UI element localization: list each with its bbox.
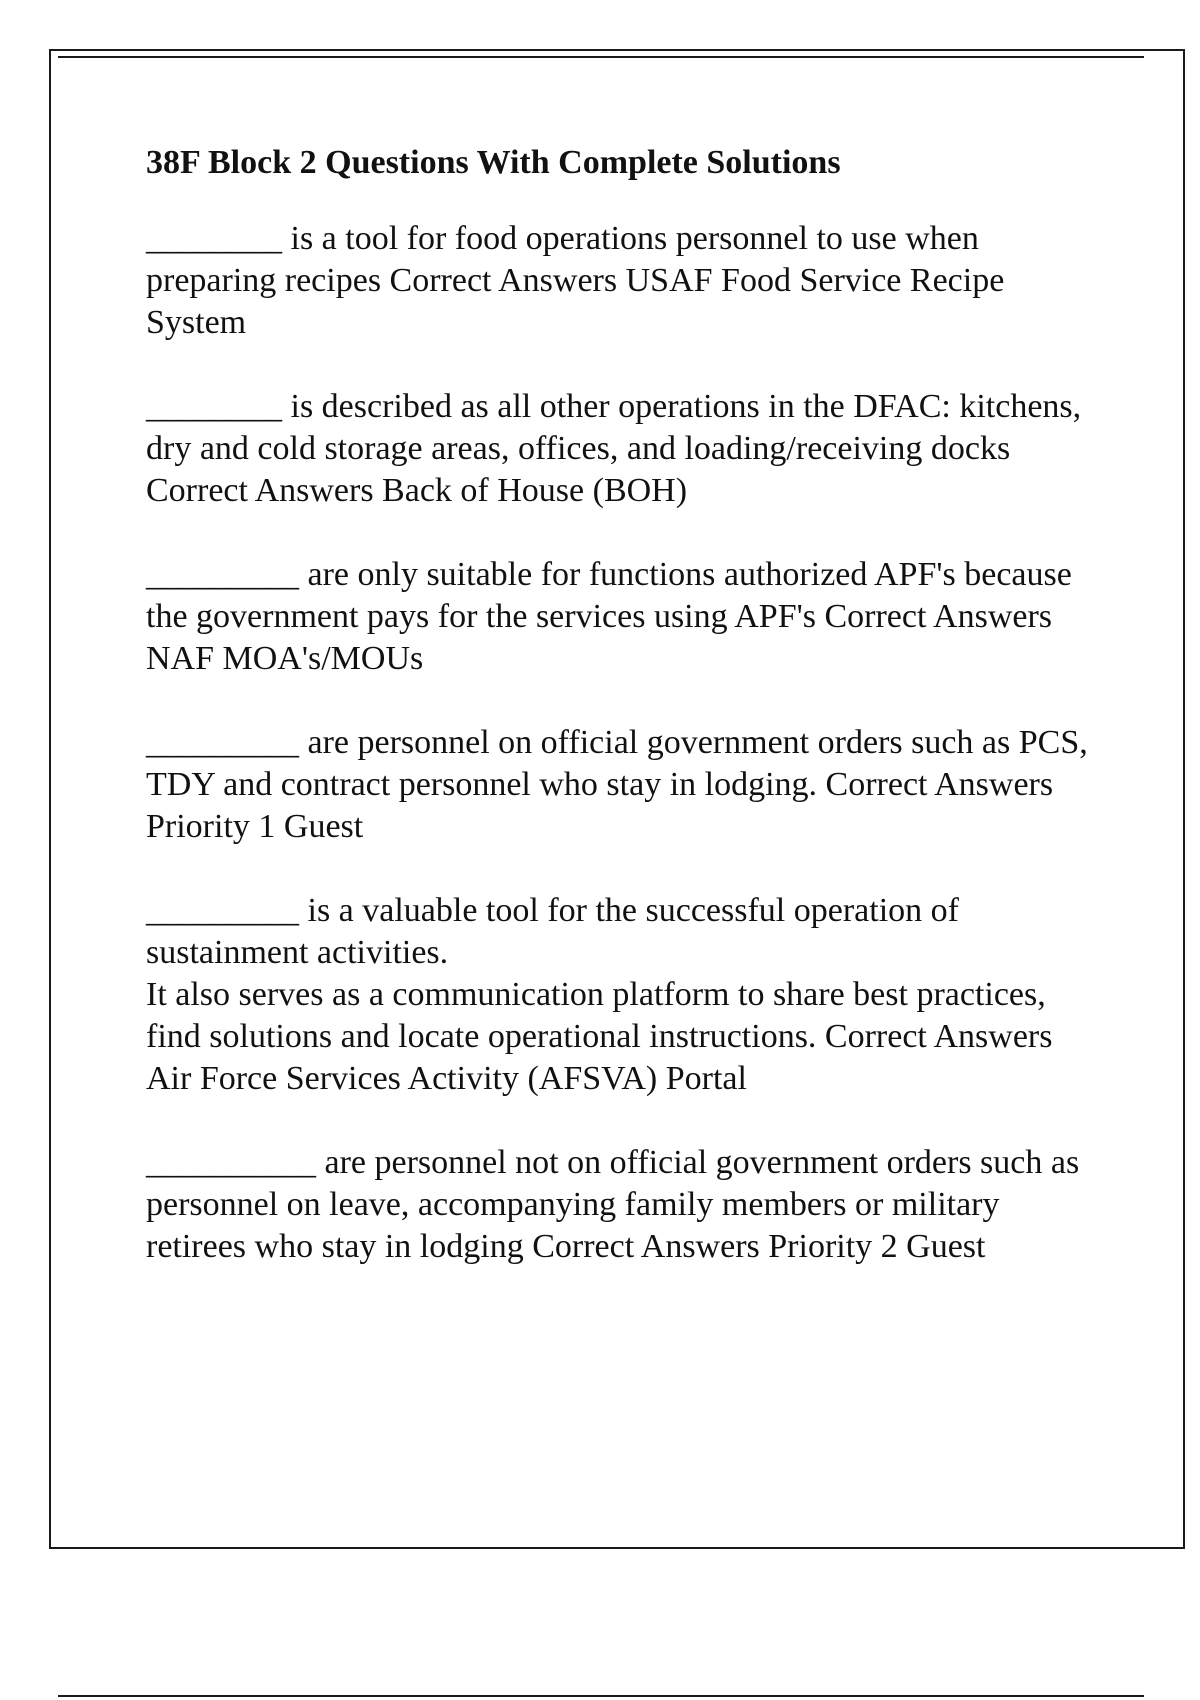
question-answer-3: _________ are only suitable for functions authorized APF's because the government pays for the services using APF's Correct Answers NAF MOA's/MOUs: [146, 556, 1072, 677]
question-answer-1: ________ is a tool for food operations personnel to use when preparing recipes Correct Answers USAF Food Service Recipe System: [146, 220, 1005, 341]
top-rule: [58, 56, 1144, 58]
question-answer-6: __________ are personnel not on official government orders such as personnel on leave, accompanying family members or military retirees who stay in lodging Correct Answers Priority 2 Guest: [146, 1144, 1080, 1265]
bottom-rule: [58, 1695, 1144, 1697]
question-answer-5: _________ is a valuable tool for the successful operation of sustainment activities. It also serves as a communication platform to share best practices, find solutions and locate operational instructions. Correct Answers Air Force Services Activity (AFSVA) Portal: [146, 892, 1053, 1097]
document-title: 38F Block 2 Questions With Complete Solutions: [146, 144, 841, 181]
document-body: [146, 142, 1096, 1310]
question-answer-4: _________ are personnel on official government orders such as PCS, TDY and contract personnel who stay in lodging. Correct Answers Priority 1 Guest: [146, 724, 1088, 845]
question-answer-2: ________ is described as all other operations in the DFAC: kitchens, dry and cold storage areas, offices, and loading/receiving docks Correct Answers Back of House (BOH): [146, 388, 1082, 509]
